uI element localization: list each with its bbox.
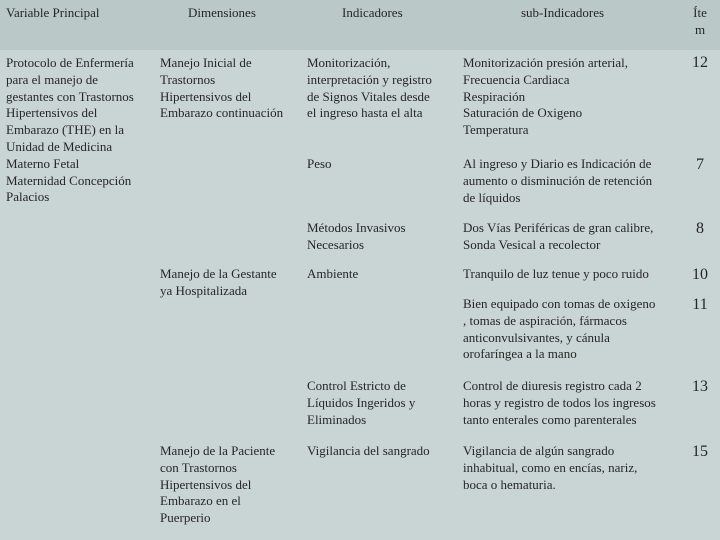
header-variable-principal: Variable Principal xyxy=(6,5,100,20)
sub-indicador-line: inhabitual, como en encías, nariz, xyxy=(463,459,638,475)
dimension-line: Embarazo continuación xyxy=(160,105,284,121)
dimension-line: Trastornos xyxy=(160,71,216,87)
header-item-line-2: m xyxy=(694,21,706,37)
variable-line: Unidad de Medicina xyxy=(6,138,113,154)
sub-indicador-line: , tomas de aspiración, fármacos xyxy=(463,312,627,328)
variable-line: Hipertensivos del xyxy=(6,105,98,121)
sub-indicador-line: Al ingreso y Diario es Indicación de xyxy=(463,156,652,171)
dimension-line: Manejo de la Paciente xyxy=(160,443,276,458)
sub-indicador-line: tanto enterales como parenterales xyxy=(463,411,637,427)
indicador-cell xyxy=(307,443,457,460)
item-number: 12 xyxy=(692,54,708,71)
variable-line: Maternidad Concepción xyxy=(6,172,132,188)
indicador-line: Métodos Invasivos xyxy=(307,220,406,235)
header-sub-indicadores: sub-Indicadores xyxy=(521,5,605,20)
variable-line: Protocolo de Enfermería xyxy=(6,55,134,70)
sub-indicador-line: Vigilancia de algún sangrado xyxy=(463,443,615,458)
header-item-line-1: Íte xyxy=(693,5,707,20)
indicador-cell xyxy=(307,55,457,122)
dimension-line: Hipertensivos del xyxy=(160,88,252,104)
header-dimensiones: Dimensiones xyxy=(188,5,256,20)
sub-indicador-cell xyxy=(463,266,673,283)
item-number: 11 xyxy=(692,296,708,313)
sub-indicador-line: Respiración xyxy=(463,88,526,104)
item-number: 15 xyxy=(692,443,708,460)
indicador-line: Vigilancia del sangrado xyxy=(307,443,430,458)
sub-indicador-line: Temperatura xyxy=(463,122,529,138)
dimension-line: Hipertensivos del xyxy=(160,476,252,492)
item-number: 8 xyxy=(696,220,704,237)
dimension-line: Puerperio xyxy=(160,510,211,526)
sub-indicador-line: Saturación de Oxigeno xyxy=(463,105,583,121)
dimension-line: ya Hospitalizada xyxy=(160,282,247,298)
indicador-line: el ingreso hasta el alta xyxy=(307,105,423,121)
indicador-cell xyxy=(307,220,457,254)
sub-indicador-line: Control de diuresis registro cada 2 xyxy=(463,378,642,393)
sub-indicador-cell xyxy=(463,378,673,428)
sub-indicador-line: Frecuencia Cardiaca xyxy=(463,71,570,87)
variable-line: Embarazo (THE) en la xyxy=(6,122,125,138)
indicador-line: Control Estricto de xyxy=(307,378,406,393)
indicador-line: Necesarios xyxy=(307,236,365,252)
sub-indicador-line: Monitorización presión arterial, xyxy=(463,55,628,70)
item-number: 13 xyxy=(692,378,708,395)
indicador-line: Monitorización, xyxy=(307,55,391,70)
dimension-line: Embarazo en el xyxy=(160,493,241,509)
sub-indicador-line: de líquidos xyxy=(463,189,521,205)
variable-line: Palacios xyxy=(6,189,50,205)
dimension-cell-2 xyxy=(160,266,305,300)
sub-indicador-cell xyxy=(463,156,673,206)
header-indicadores: Indicadores xyxy=(342,5,403,20)
sub-indicador-line: Bien equipado con tomas de oxigeno xyxy=(463,296,656,311)
indicador-line: Ambiente xyxy=(307,266,359,281)
indicador-cell xyxy=(307,266,457,283)
sub-indicador-line: Tranquilo de luz tenue y poco ruido xyxy=(463,266,649,281)
header-item xyxy=(684,5,716,39)
variable-line: para el manejo de xyxy=(6,71,99,87)
dimension-cell-3 xyxy=(160,443,305,527)
indicador-line: interpretación y registro xyxy=(307,71,432,87)
indicador-line: Eliminados xyxy=(307,411,367,427)
sub-indicador-line: orofaríngea a la mano xyxy=(463,346,577,362)
sub-indicador-line: Dos Vías Periféricas de gran calibre, xyxy=(463,220,654,235)
variable-line: gestantes con Trastornos xyxy=(6,88,134,104)
indicador-line: Líquidos Ingeridos y xyxy=(307,394,416,410)
variable-line: Materno Fetal xyxy=(6,155,80,171)
dimension-line: Manejo de la Gestante xyxy=(160,266,277,281)
dimension-cell-1 xyxy=(160,55,305,122)
sub-indicador-line: Sonda Vesical a recolector xyxy=(463,236,601,252)
sub-indicador-cell xyxy=(463,443,673,493)
item-number: 7 xyxy=(696,156,704,173)
indicador-cell xyxy=(307,378,457,428)
sub-indicador-line: horas y registro de todos los ingresos xyxy=(463,394,656,410)
dimension-line: con Trastornos xyxy=(160,459,237,475)
sub-indicador-line: aumento o disminución de retención xyxy=(463,172,653,188)
sub-indicador-cell xyxy=(463,220,673,254)
variable-principal-cell xyxy=(6,55,156,206)
sub-indicador-line: anticonvulsivantes, y cánula xyxy=(463,329,610,345)
indicador-cell xyxy=(307,156,457,173)
sub-indicador-line: boca o hematuria. xyxy=(463,476,556,492)
sub-indicador-cell xyxy=(463,296,671,363)
indicador-line: Peso xyxy=(307,156,332,171)
indicador-line: de Signos Vitales desde xyxy=(307,88,430,104)
sub-indicador-cell xyxy=(463,55,673,139)
item-number: 10 xyxy=(692,266,708,283)
dimension-line: Manejo Inicial de xyxy=(160,55,252,70)
